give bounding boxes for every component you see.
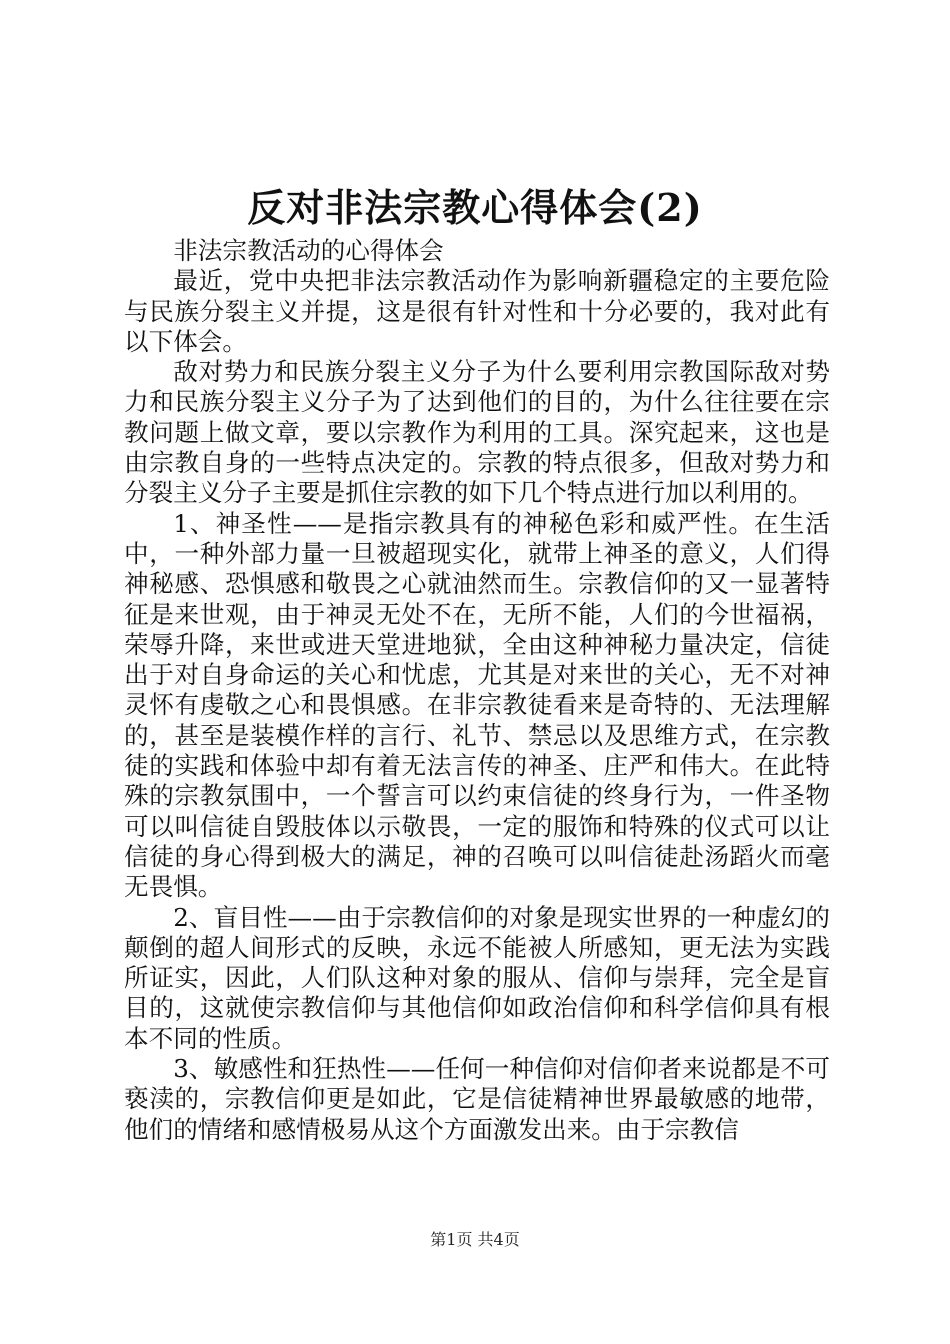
paragraph-subtitle: 非法宗教活动的心得体会 <box>173 236 444 265</box>
document-body <box>124 236 830 1145</box>
page-footer: 第1页 共4页 <box>430 1230 520 1249</box>
paragraph-sacredness: 1、神圣性——是指宗教具有的神秘色彩和威严性。在生活中，一种外部力量一旦被超现实化，就带上神圣的意义，人们得神秘感、恐惧感和敬畏之心就油然而生。宗教信仰的又一显著特征是来世观，由于神灵无处不在，无所不能，人们的今世福祸，荣辱升降，来世或进天堂进地狱，全由这种神秘力量决定，信徒出于对自身命运的关心和忧虑，尤其是对来世的关心，无不对神灵怀有虔敬之心和畏惧感。在非宗教徒看来是奇特的、无法理解的，甚至是装模作样的言行、礼节、禁忌以及思维方式，在宗教徒的实践和体验中却有着无法言传的神圣、庄严和伟大。在此特殊的宗教氛围中，一个誓言可以约束信徒的终身行为，一件圣物可以叫信徒自毁肢体以示敬畏，一定的服饰和特殊的仪式可以让信徒的身心得到极大的满足，神的召唤可以叫信徒赴汤蹈火而毫无畏惧。 <box>124 508 830 902</box>
paragraph-sensitivity: 3、敏感性和狂热性——任何一种信仰对信仰者来说都是不可亵渎的，宗教信仰更是如此，它是信徒精神世界最敏感的地带，他们的情绪和感情极易从这个方面激发出来。由于宗教信 <box>124 1054 830 1144</box>
paragraph-blindness: 2、盲目性——由于宗教信仰的对象是现实世界的一种虚幻的颠倒的超人间形式的反映，永远不能被人所感知，更无法为实践所证实，因此，人们队这种对象的服从、信仰与崇拜，完全是盲目的，这就使宗教信仰与其他信仰如政治信仰和科学信仰具有根本不同的性质。 <box>124 902 830 1053</box>
paragraph-intro: 最近，党中央把非法宗教活动作为影响新疆稳定的主要危险与民族分裂主义并提，这是很有针对性和十分必要的，我对此有以下体会。 <box>124 266 830 356</box>
document-title: 反对非法宗教心得体会(2) <box>247 185 703 230</box>
paragraph-reasons: 敌对势力和民族分裂主义分子为什么要利用宗教国际敌对势力和民族分裂主义分子为了达到他们的目的，为什么往往要在宗教问题上做文章，要以宗教作为利用的工具。深究起来，这也是由宗教自身的一些特点决定的。宗教的特点很多，但敌对势力和分裂主义分子主要是抓住宗教的如下几个特点进行加以利用的。 <box>124 357 830 508</box>
